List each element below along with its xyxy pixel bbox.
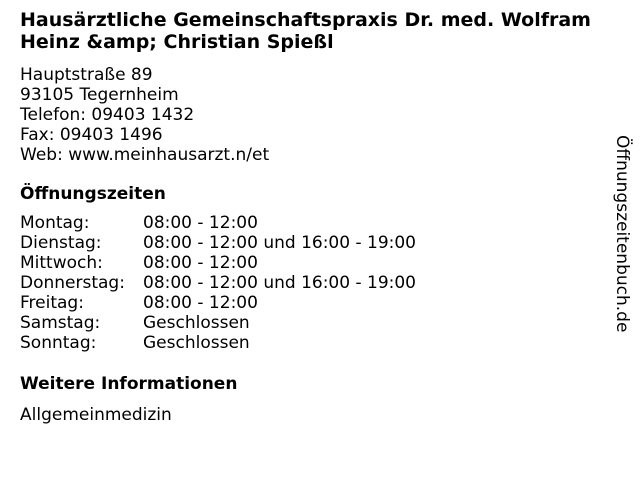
- time-value: Geschlossen: [143, 333, 250, 353]
- website: Web: www.meinhausarzt.n/et: [20, 145, 270, 165]
- hours-row: [20, 213, 416, 233]
- opening-hours-table: [20, 213, 416, 353]
- fax: Fax: 09403 1496: [20, 125, 163, 145]
- hours-row: [20, 293, 416, 313]
- city: 93105 Tegernheim: [20, 85, 179, 105]
- time-value: 08:00 - 12:00 und 16:00 - 19:00: [143, 273, 416, 293]
- day-label: Montag:: [20, 213, 90, 233]
- hours-row: [20, 253, 416, 273]
- hours-heading: Öffnungszeiten: [20, 184, 166, 204]
- time-value: 08:00 - 12:00 und 16:00 - 19:00: [143, 233, 416, 253]
- practice-name: Hausärztliche Gemeinschaftspraxis Dr. med. Wolfram Heinz &amp; Christian Spießl: [20, 9, 591, 53]
- time-value: Geschlossen: [143, 313, 250, 333]
- hours-row: [20, 233, 416, 253]
- day-label: Freitag:: [20, 293, 84, 313]
- hours-row: [20, 333, 416, 353]
- day-label: Samstag:: [20, 313, 101, 333]
- street: Hauptstraße 89: [20, 65, 153, 85]
- info-heading: Weitere Informationen: [20, 374, 238, 394]
- phone: Telefon: 09403 1432: [20, 105, 195, 125]
- hours-row: [20, 313, 416, 333]
- site-watermark: Öffnungszeitenbuch.de: [612, 135, 632, 333]
- time-value: 08:00 - 12:00: [143, 253, 258, 273]
- time-value: 08:00 - 12:00: [143, 293, 258, 313]
- day-label: Mittwoch:: [20, 253, 103, 273]
- address-block: [20, 65, 269, 165]
- time-value: 08:00 - 12:00: [143, 213, 258, 233]
- day-label: Dienstag:: [20, 233, 102, 253]
- day-label: Donnerstag:: [20, 273, 125, 293]
- hours-row: [20, 273, 416, 293]
- day-label: Sonntag:: [20, 333, 97, 353]
- info-text: Allgemeinmedizin: [20, 405, 172, 425]
